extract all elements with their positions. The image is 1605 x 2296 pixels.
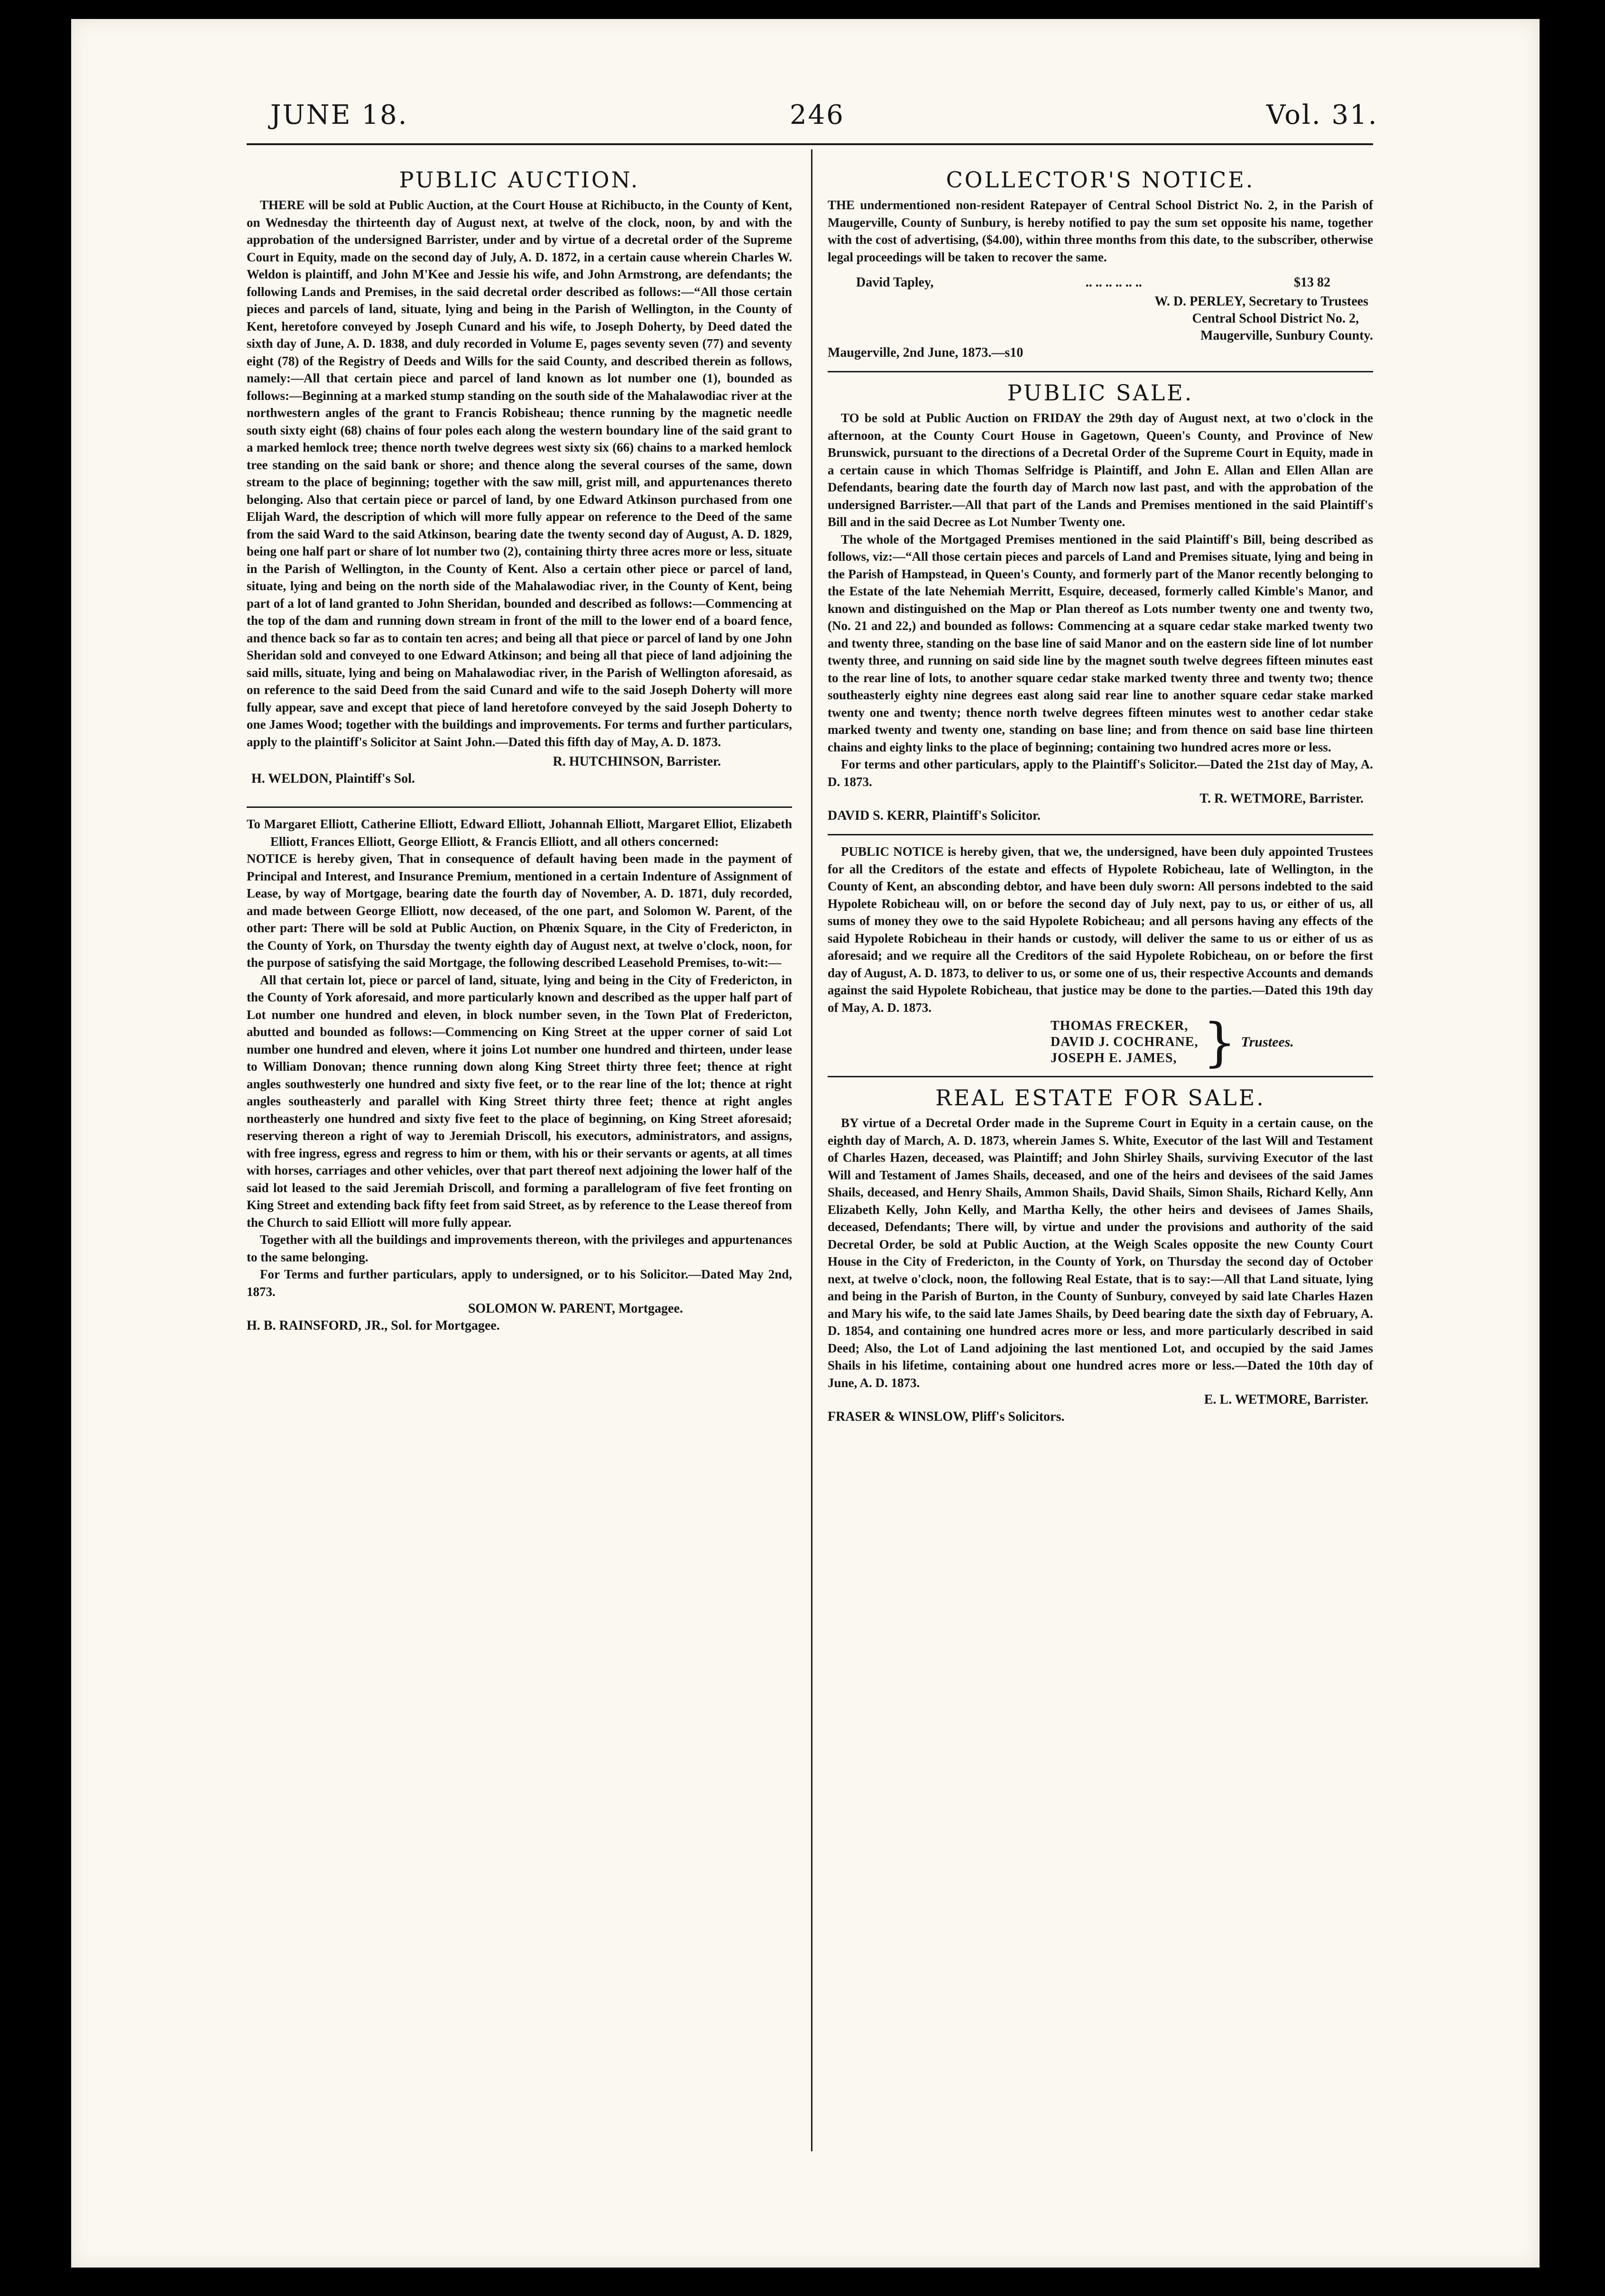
trustees-label: Trustees. <box>1241 1034 1294 1050</box>
public-sale-body: TO be sold at Public Auction on FRIDAY the 29th day of August next, at two o'clock in the afternoon, at the County Court House in Gagetown, Queen's County, and Province of New Brunswick, pursuant to the directions of a Decretal Order of the Supreme Court in Equity, made in a certain cause in which Thomas Selfridge is Plaintiff, and John E. Allan and Ellen Allan are Defendants, bearing date the fourth day of March now last past, and with the approbation of the undersigned Barrister.—All that part of the Lands and Premises mentioned in the said Plaintiff's Bill and in the said Decree as Lot Number Twenty one. <box>828 411 1373 529</box>
ratepayer-amount: $13 82 <box>1294 275 1330 290</box>
section-divider <box>828 371 1373 372</box>
public-sale-notice <box>828 380 1373 824</box>
real-estate-notice <box>828 1085 1373 1426</box>
elliott-solicitor: H. B. RAINSFORD, JR., Sol. for Mortgagee. <box>247 1318 500 1333</box>
page-header <box>71 100 1540 142</box>
trustee-name: THOMAS FRECKER, <box>1051 1018 1189 1033</box>
section-divider <box>828 1076 1373 1077</box>
collectors-notice-title: COLLECTOR'S NOTICE. <box>946 167 1255 193</box>
public-auction-title: PUBLIC AUCTION. <box>399 167 640 193</box>
elliott-notice-body: NOTICE is hereby given, That in consequence of default having been made in the payment of Principal and Interest, and Insurance Premium, mentioned in a certain Indenture of Assignment of Lease, by way of Mortgage, bearing date the fourth day of November, A. D. 1871, duly recorded, and made between George Elliott, now deceased, of the one part, and Solomon W. Parent, of the other part: There will be sold at Public Auction, on Phœnix Square, in the City of Fredericton, in the County of York, on Thursday the twenty eighth day of August next, at twelve o'clock, noon, for the purpose of satisfying the said Mortgage, the following described Leasehold Premises, to-wit:— <box>247 852 792 970</box>
newspaper-page <box>71 19 1540 2268</box>
public-sale-terms: For terms and other particulars, apply to the Plaintiff's Solicitor.—Dated the 21st day of May, A. D. 1873. <box>828 757 1373 789</box>
elliott-lot-description: All that certain lot, piece or parcel of land, situate, lying and being in the City of Fredericton, in the County of York aforesaid, and more particularly known and described as the upper half part of Lot number one hundred and eleven, in block number seven, in the Town Plat of Fredericton, abutted and bounded as follows:—Commencing on King Street at the upper corner of said Lot number one hundred and eleven, where it joins Lot number one hundred and thirteen, under lease to William Donovan; thence running down along King Street thirty three feet; thence at right angles southwesterly one hundred and sixty five feet, or to the rear line of the lot; thence at right angles southeasterly and parallel with King Street thirty three feet; thence at right angles northeasterly one hundred and sixty five feet to the place of beginning, on King Street aforesaid; reserving thereon a right of way to Jeremiah Driscoll, his executors, administrators, and assigns, with free ingress, egress and regress to him or them, with his or their servants or agents, at all times with horses, carriages and other vehicles, over that part thereof next adjoining the lower half of the said lot leased to the said Jeremiah Driscoll, and forming a parallelogram of five feet fronting on King Street and extending back fifty feet from said Street, as by reference to the Lease thereof from the Church to said Elliott will more fully appear. <box>247 972 792 1230</box>
trustees-notice <box>828 843 1373 1073</box>
real-estate-solicitor: FRASER & WINSLOW, Pliff's Solicitors. <box>828 1409 1065 1424</box>
elliott-mortgage-notice <box>247 815 792 1334</box>
ratepayer-name: David Tapley, <box>856 275 934 290</box>
collectors-signature-line-3: Maugerville, Sunbury County. <box>1200 328 1373 343</box>
collectors-dateline: Maugerville, 2nd June, 1873.—s10 <box>828 345 1024 360</box>
column-rule <box>811 149 812 2151</box>
trustee-name: DAVID J. COCHRANE, <box>1051 1035 1199 1049</box>
section-divider <box>828 834 1373 835</box>
collectors-notice-body: THE undermentioned non-resident Ratepayer of Central School District No. 2, in the Parish of Maugerville, County of Sunbury, is hereby notified to pay the sum set opposite his name, together with the cost of advertising, ($4.00), within three months from this date, to the subscriber, otherwise legal proceedings will be taken to recover the same. <box>828 198 1373 264</box>
brace-glyph: } <box>1203 1012 1236 1073</box>
ratepayer-leader-dots: .. .. .. .. .. .. <box>1085 275 1142 290</box>
section-divider <box>247 806 792 808</box>
right-column <box>828 161 1373 1426</box>
real-estate-body: BY virtue of a Decretal Order made in the Supreme Court in Equity in a certain cause, on the eighth day of March, A. D. 1873, wherein James S. White, Executor of the last Will and Testament of Charles Hazen, deceased, was Plaintiff; and John Shirley Shails, surviving Executor of the last Will and Testament of James Shails, deceased, and one of the heirs and devisees of the said James Shails, deceased, and Henry Shails, Ammon Shails, David Shails, Simon Shails, Richard Kelly, Ann Elizabeth Kelly, John Kelly, and Martha Kelly, the other heirs and devisees of James Shails, deceased, Defendants; There will, by virtue and under the provisions and authority of the said Decretal Order, be sold at Public Auction, at the Weigh Scales opposite the new County Court House in the City of Fredericton, in the County of York, on Thursday the second day of October next, at twelve o'clock, noon, the following Real Estate, that is to say:—All that Land situate, lying and being in the Parish of Burton, in the County of Sunbury, conveyed by said late Charles Hazen and Mary his wife, to the said late James Shails, by Deed bearing date the sixth day of February, A. D. 1854, and containing one hundred acres more or less, and more particularly described in said Deed; Also, the Lot of Land adjoining the last mentioned Lot, and occupied by the said James Shails in his lifetime, containing about one hundred acres more or less.—Dated the 10th day of June, A. D. 1873. <box>828 1116 1373 1390</box>
public-sale-solicitor: DAVID S. KERR, Plaintiff's Solicitor. <box>828 808 1041 823</box>
collectors-notice <box>828 167 1373 361</box>
public-sale-premises: The whole of the Mortgaged Premises mentioned in the said Plaintiff's Bill, being described as follows, viz:—“All those certain pieces and parcels of Land and Premises situate, lying and being in the Parish of Hampstead, in Queen's County, and formerly part of the Manor recently belonging to the Estate of the late Nehemiah Merritt, Esquire, deceased, formerly called Kimble's Manor, and known and distinguished on the Map or Plan thereof as Lots number twenty one and twenty two, (No. 21 and 22,) and bounded as follows: Commencing at a square cedar stake marked twenty two and twenty three, standing on the base line of said Manor and on the eastern side line of lot number twenty three, and running on said side line by the magnet south twelve degrees fifteen minutes east to the rear line of lots, to another square cedar stake marked twenty three and twenty two; thence southeasterly eighty nine degrees east along said rear line to another square cedar stake marked twenty one and twenty; thence north twelve degrees fifteen minutes west to another cedar stake marked twenty and twenty one, standing on base line; and from thence on said base line thirteen chains and eighty links to the place of beginning; containing two hundred acres more or less. <box>828 532 1373 754</box>
elliott-buildings: Together with all the buildings and improvements thereon, with the privileges and appurtenances to the same belonging. <box>247 1232 792 1264</box>
real-estate-title: REAL ESTATE FOR SALE. <box>935 1085 1265 1111</box>
public-auction-body: THERE will be sold at Public Auction, at the Court House at Richibucto, in the County of Kent, on Wednesday the thirteenth day of August next, at twelve of the clock, noon, by and with the approbation of the undersigned Barrister, under and by virtue of a decretal order of the Supreme Court in Equity, made on the second day of July, A. D. 1872, in a certain cause wherein Charles W. Weldon is plaintiff, and John M'Kee and Jessie his wife, and John Armstrong, are defendants; the following Lands and Premises, in the said decretal order described as follows:—“All those certain pieces and parcels of land, situate, lying and being in the Parish of Wellington, in the County of Kent, heretofore conveyed by Joseph Cunard and his wife, to Joseph Doherty, by Deed dated the sixth day of June, A. D. 1838, and duly recorded in Volume E, pages seventy seven (77) and seventy eight (78) of the Registry of Deeds and Wills for the said County, and described therein as follows, namely:—All that certain piece and parcel of land known as lot number one (1), bounded as follows:—Beginning at a marked stump standing on the south side of the Mahalawodiac river at the northwestern angles of the grant to Francis Robisheau; thence running by the magnetic needle south sixty eight (68) chains of four poles each along the western boundary line of the said grant to a marked hemlock tree; thence north twelve degrees west sixty six (66) chains to a marked hemlock tree standing on the said bank or shore; and thence along the several courses of the same, down stream to the place of beginning; together with the saw mill, grist mill, and appurtenances thereto belonging. Also that certain piece or parcel of land, by one Edward Atkinson purchased from one Elijah Ward, the description of which will more fully appear on reference to the Deed of the same from the said Ward to the said Atkinson, bearing date the twenty second day of August, A. D. 1829, being one half part or share of lot number two (2), containing thirty three acres more or less, situate in the Parish of Wellington, in the County of Kent. Also a certain other piece or parcel of land, situate, lying and being on the north side of the Mahalawodiac river, in the County of Kent, being part of a lot of land granted to John Sheridan, bounded and described as follows:—Commencing at the top of the dam and running down stream in front of the mill to the lower end of a board fence, and thence back so far as to contain ten acres; and being all that piece or parcel of land by one John Sheridan sold and conveyed to one Edward Atkinson; and being all that piece of land adjoining the said mills, situate, lying and being on Mahalawodiac river, in the Parish of Wellington aforesaid, as on reference to the said Deed from the said Cunard and wife to the said Joseph Doherty will more fully appear, save and except that piece of land heretofore conveyed by the said Joseph Doherty to one James Wood; together with the buildings and improvements. For terms and further particulars, apply to the plaintiff's Solicitor at Saint John.—Dated this fifth day of May, A. D. 1873. <box>247 198 792 749</box>
public-sale-title: PUBLIC SALE. <box>1007 380 1194 406</box>
trustee-names <box>1051 1018 1199 1066</box>
page-number: 246 <box>790 100 845 130</box>
header-rule <box>247 143 1373 145</box>
elliott-signature: SOLOMON W. PARENT, Mortgagee. <box>468 1301 683 1316</box>
issue-date: JUNE 18. <box>270 100 408 130</box>
volume-number: Vol. 31. <box>1266 100 1378 130</box>
trustees-signatures <box>828 1012 1373 1073</box>
real-estate-signature: E. L. WETMORE, Barrister. <box>1204 1392 1368 1407</box>
trustees-notice-body: PUBLIC NOTICE is hereby given, that we, the undersigned, have been duly appointed Trustees for all the Creditors of the estate and effects of Hypolete Robicheau, late of Wellington, in the County of Kent, an absconding debtor, and have been duly sworn: All persons indebted to the said Hypolete Robicheau will, on or before the second day of July next, pay to us, or either of us, all sums of money they owe to the said Hypolete Robicheau; and all persons having any effects of the said Hypolete Robicheau in their hands or custody, will deliver the same to us or either of us as aforesaid; and we require all the Creditors of the said Hypolete Robicheau, on or before the first day of August, A. D. 1873, to deliver to us, or some one of us, their respective Accounts and demands against the said Hypolete Robicheau, that justice may be done to the parties.—Dated this 19th day of May, A. D. 1873. <box>828 844 1373 1015</box>
public-auction-signature: R. HUTCHINSON, Barrister. <box>553 754 721 769</box>
collectors-signature-line-1: W. D. PERLEY, Secretary to Trustees <box>1154 294 1368 309</box>
elliott-terms: For Terms and further particulars, apply to undersigned, or to his Solicitor.—Dated May 2nd, 1873. <box>247 1267 792 1299</box>
public-auction-solicitor: H. WELDON, Plaintiff's Sol. <box>251 771 415 786</box>
public-sale-signature: T. R. WETMORE, Barrister. <box>1199 791 1364 806</box>
elliott-addressees: To Margaret Elliott, Catherine Elliott, Edward Elliott, Johannah Elliott, Margaret Elliot, Elizabeth Elliott, Frances Elliott, George Elliott, & Francis Elliott, and all others concerned: <box>247 817 792 849</box>
collectors-signature-line-2: Central School District No. 2, <box>1192 311 1359 326</box>
left-column <box>247 161 792 1334</box>
trustee-name: JOSEPH E. JAMES, <box>1051 1051 1177 1065</box>
public-auction-notice <box>247 167 792 787</box>
ratepayer-row <box>856 275 1330 290</box>
